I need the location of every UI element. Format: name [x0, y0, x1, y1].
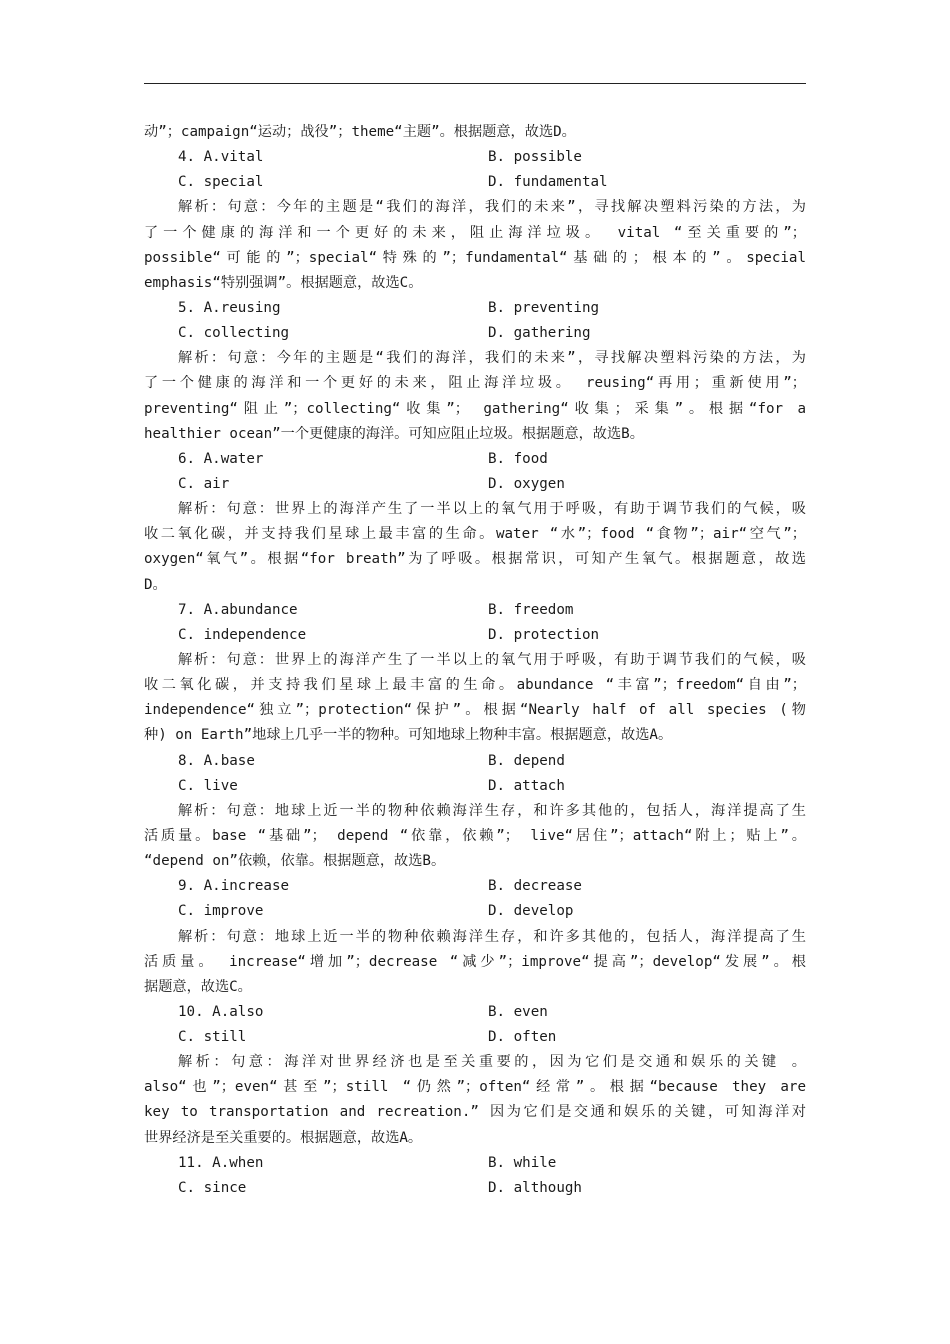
option-b: B. decrease — [488, 878, 582, 895]
explanation-line: 了一个健康的海洋和一个更好的未来，阻止海洋垃圾。 vital “至关重要的”； — [144, 224, 806, 241]
options-row — [144, 170, 806, 195]
option-a: 8. A.base — [178, 752, 255, 769]
option-c: C. since — [178, 1179, 247, 1196]
explanation-line: 种) on Earth”地球上几乎一半的物种。可知地球上物种丰富。根据题意，故选A。 — [144, 727, 673, 744]
explanation-line: healthier ocean”一个更健康的海洋。可知应阻止垃圾。根据题意，故选B。 — [144, 425, 644, 442]
options-row — [144, 774, 806, 799]
option-d: D. oxygen — [488, 475, 565, 492]
explanation-line: oxygen“氧气”。根据“for breath”为了呼吸。根据常识，可知产生氧气。根据题意，故选 — [144, 551, 806, 568]
explanation-line: 收二氧化碳，并支持我们星球上最丰富的生命。abundance “丰富”；freedom“自由”； — [144, 677, 806, 694]
option-c: C. air — [178, 475, 230, 492]
explanation-line: key to transportation and recreation.” 因为它们是交通和娱乐的关键，可知海洋对 — [144, 1104, 806, 1121]
explanation-line: 了一个健康的海洋和一个更好的未来，阻止海洋垃圾。 reusing“再用；重新使用”； — [144, 375, 806, 392]
explanation-line: possible“可能的”；special“特殊的”；fundamental“基础的；根本的”。special — [144, 249, 806, 266]
question-list — [144, 145, 806, 1201]
explanation-line: preventing“阻止”；collecting“收集”； gathering“收集；采集”。根据“for a — [144, 400, 806, 417]
option-c: C. special — [178, 174, 264, 191]
option-d: D. protection — [488, 626, 600, 643]
document-body — [144, 120, 806, 1201]
options-row — [144, 1151, 806, 1176]
question-block — [144, 874, 806, 1000]
option-b: B. preventing — [488, 299, 600, 316]
option-b: B. possible — [488, 149, 582, 166]
question-block — [144, 598, 806, 749]
option-a: 10. A.also — [178, 1003, 264, 1020]
options-row — [144, 874, 806, 899]
option-c: C. collecting — [178, 325, 290, 342]
option-b: B. freedom — [488, 601, 574, 618]
explanation-first-line: 解析：句意：世界上的海洋产生了一半以上的氧气用于呼吸，有助于调节我们的气候，吸 — [178, 501, 806, 518]
question-block — [144, 447, 806, 598]
option-a: 4. A.vital — [178, 149, 264, 166]
question-block — [144, 296, 806, 447]
option-a: 6. A.water — [178, 450, 264, 467]
options-row — [144, 1000, 806, 1025]
options-row — [144, 145, 806, 170]
explanation-line: 收二氧化碳，并支持我们星球上最丰富的生命。water “水”；food “食物”；air“空气”； — [144, 526, 806, 543]
option-a: 7. A.abundance — [178, 601, 298, 618]
header-rule — [144, 83, 806, 84]
explanation-line: emphasis“特别强调”。根据题意，故选C。 — [144, 274, 423, 291]
option-a: 11. A.when — [178, 1154, 264, 1171]
options-row — [144, 623, 806, 648]
option-c: C. live — [178, 777, 238, 794]
question-block — [144, 1151, 806, 1201]
explanation-first-line: 解析：句意：世界上的海洋产生了一半以上的氧气用于呼吸，有助于调节我们的气候，吸 — [178, 651, 806, 668]
explanation-first-line: 解析：句意：海洋对世界经济也是至关重要的，因为它们是交通和娱乐的关键 。 — [178, 1054, 806, 1071]
explanation-line: D。 — [144, 576, 167, 593]
option-a: 9. A.increase — [178, 878, 290, 895]
explanation-first-line: 解析：句意：今年的主题是“我们的海洋，我们的未来”，寻找解决塑料污染的方法，为 — [178, 199, 806, 216]
options-row — [144, 472, 806, 497]
option-c: C. still — [178, 1029, 247, 1046]
explanation-first-line: 解析：句意：今年的主题是“我们的海洋，我们的未来”，寻找解决塑料污染的方法，为 — [178, 350, 806, 367]
option-b: B. while — [488, 1154, 557, 1171]
option-c: C. independence — [178, 626, 307, 643]
option-a: 5. A.reusing — [178, 299, 281, 316]
option-b: B. depend — [488, 752, 565, 769]
explanation-line: 活质量。 increase“增加”；decrease “减少”；improve“提高”；develop“发展”。根 — [144, 953, 806, 970]
explanation-first-line: 解析：句意：地球上近一半的物种依赖海洋生存，和许多其他的，包括人，海洋提高了生 — [178, 802, 806, 819]
option-d: D. gathering — [488, 325, 591, 342]
options-row — [144, 598, 806, 623]
explanation-line: 世界经济是至关重要的。根据题意，故选A。 — [144, 1129, 423, 1146]
option-d: D. fundamental — [488, 174, 608, 191]
options-row — [144, 749, 806, 774]
option-b: B. food — [488, 450, 548, 467]
explanation-line: 据题意，故选C。 — [144, 978, 252, 995]
options-row — [144, 1176, 806, 1201]
option-d: D. often — [488, 1029, 557, 1046]
explanation-first-line: 解析：句意：地球上近一半的物种依赖海洋生存，和许多其他的，包括人，海洋提高了生 — [178, 928, 806, 945]
options-row — [144, 321, 806, 346]
options-row — [144, 899, 806, 924]
option-b: B. even — [488, 1003, 548, 1020]
options-row — [144, 1025, 806, 1050]
explanation-line: 活质量。base “基础”； depend “依靠，依赖”； live“居住”；attach“附上；贴上”。 — [144, 827, 806, 844]
options-row — [144, 447, 806, 472]
question-block — [144, 145, 806, 296]
explanation-line: also“也”；even“甚至”；still “仍然”；often“经常”。根据“because they are — [144, 1079, 806, 1096]
option-d: D. develop — [488, 903, 574, 920]
explanation-line: independence“独立”；protection“保护”。根据“Nearly half of all species (物 — [144, 702, 806, 719]
text-line: 动”；campaign“运动；战役”；theme“主题”。根据题意，故选D。 — [144, 124, 576, 140]
option-c: C. improve — [178, 903, 264, 920]
option-d: D. attach — [488, 777, 565, 794]
question-block — [144, 749, 806, 875]
options-row — [144, 296, 806, 321]
question-block — [144, 1000, 806, 1151]
option-d: D. although — [488, 1179, 582, 1196]
explanation-line: “depend on”依赖，依靠。根据题意，故选B。 — [144, 853, 446, 870]
